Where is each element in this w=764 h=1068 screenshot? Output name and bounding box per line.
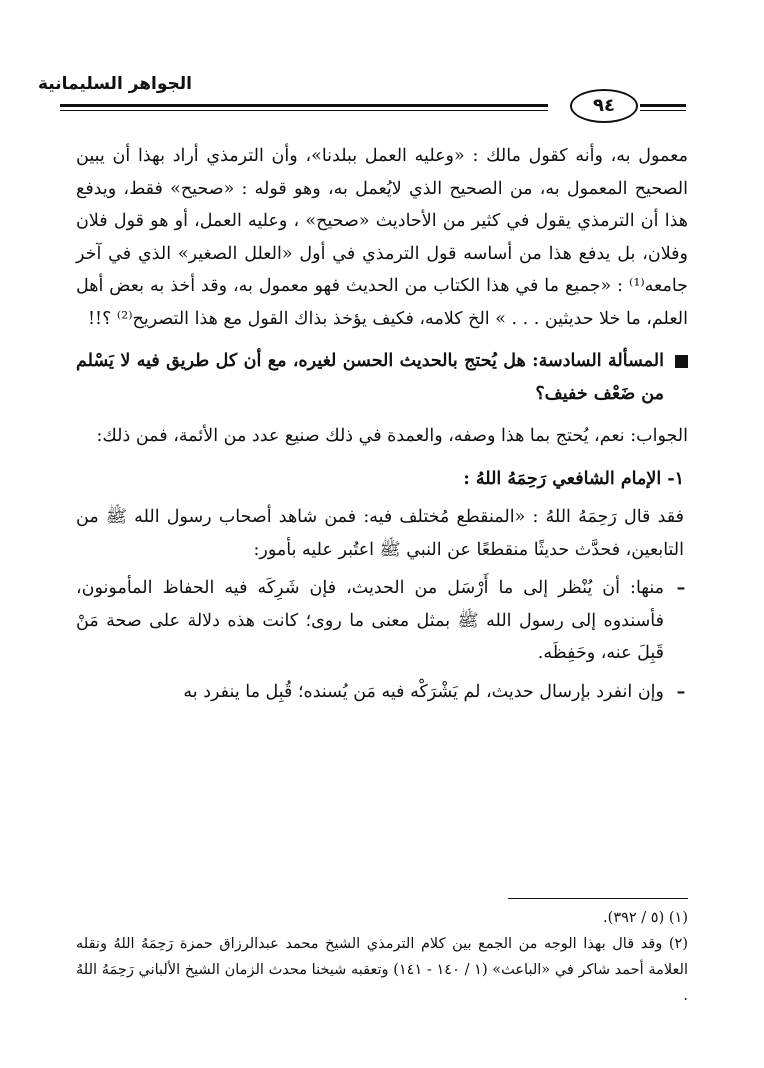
dash-bullet-icon: – [676,578,686,598]
header-rule [60,104,548,107]
header-rule-left-thin [640,110,686,111]
footnote-2: (٢) وقد قال بهذا الوجه من الجمع بين كلام الترمذي الشيخ محمد عبدالرزاق حمزة رَحِمَهُ اللهُ ونقله العلامة أحمد شاكر في «الباعث» (١ / ١٤٠ - ١٤١) وتعقبه شيخنا محدث الزمان الشيخ الألباني رَحِمَهُ اللهُ . [76,936,688,1004]
quote-intro-paragraph: فقد قال رَحِمَهُ اللهُ : «المنقطع مُختلف فيه: فمن شاهد أصحاب رسول الله ﷺ من التابعين، فحدَّث حديثًا منقطعًا عن النبي ﷺ اعتُبر عليه بأمور: [76,507,684,560]
header-rule-left [640,104,686,107]
page-number: ٩٤ [570,89,638,123]
bullet-item-2-text: وإن انفرد بإرسال حديث، لم يَشْرَكْه فيه مَن يُسنده؛ قُبِل ما ينفرد به [183,681,664,702]
question-heading [76,345,688,410]
footnote-1: (١) (٥ / ٣٩٢). [603,910,688,926]
imam-shafii-heading: ١- الإمام الشافعي رَحِمَهُ اللهُ : [463,468,684,489]
bullet-item-2 [76,676,688,709]
answer-paragraph: الجواب: نعم، يُحتج بما هذا وصفه، والعمدة في ذلك صنيع عدد من الأئمة، فمن ذلك: [96,426,688,446]
bullet-item-1 [76,572,688,670]
question-text: المسألة السادسة: هل يُحتج بالحديث الحسن لغيره، مع أن كل طريق فيه لا يَسْلم من ضَعْف خفيف؟ [76,351,664,404]
footnote-separator [508,898,688,899]
header-rule-thin [60,110,548,111]
body-text [76,140,688,708]
dash-bullet-icon: – [676,681,686,702]
paragraph-1: معمول به، وأنه كقول مالك : «وعليه العمل ببلدنا»، وأن الترمذي أراد بهذا أن يبين الصحيح المعمول به، من الصحيح الذي لايُعمل به، وهو قوله : «صحيح» فقط، ويدفع هذا أن الترمذي يقول في كثير من الأحاديث «صحيح» ، وعليه العمل، أو هو قول فلان وفلان، بل يدفع هذا من أساسه قول الترمذي في أول «العلل الصغير» الذي في آخر جامعه⁽¹⁾ : «جميع ما في هذا الكتاب من الحديث فهو معمول به، وقد أخذ به بعض أهل العلم، ما خلا حديثين . . . » الخ كلامه، فكيف يؤخذ بذاك القول مع هذا التصريح⁽²⁾ ؟!! [76,146,688,329]
bullet-item-1-text: منها: أن يُنْظر إلى ما أَرْسَل من الحديث، فإن شَرِكَه فيه الحفاظ المأمونون، فأسندوه إلى رسول الله ﷺ بمثل معنى ما روى؛ كانت هذه دلالة على صحة مَنْ قَبِلَ عنه، وحَفِظَه. [76,578,664,663]
running-header-title: الجواهر السليمانية [37,74,192,94]
square-bullet-icon [675,355,688,368]
footnotes [76,905,688,1009]
